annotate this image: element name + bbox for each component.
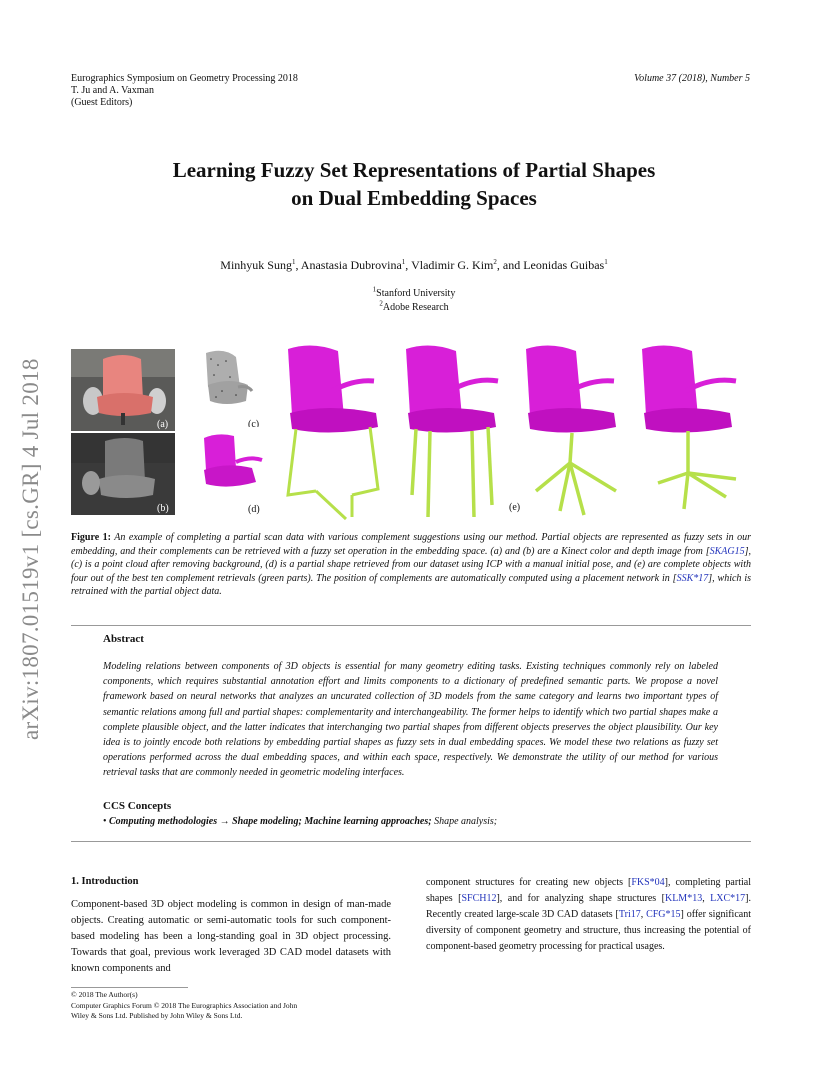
label-e: (e) (509, 502, 521, 513)
intro-right-column: component structures for creating new objects [FKS*04], completing partial shapes [SFCH12], and for analyzing shape structures [KLM*13, LXC*17]. Recently created large-scale 3D CAD datasets [Tri17, CFG*15] offer significant diversity of component geometry and structure, thus increasing the potential of component-based geometry processing for practical usages. (426, 877, 751, 952)
paper-title (0, 156, 828, 212)
arxiv-stamp: arXiv:1807.01519v1 [cs.GR] 4 Jul 2018 (18, 358, 43, 740)
intro-left-column: Component-based 3D object modeling is common in design of man-made objects. Creating automatic or semi-automatic tools for such component-based modeling has been a long-standing goal in 3D object processing. Towards that goal, previous work leveraged 3D CAD model datasets with known components and (71, 899, 391, 974)
complete-chair-2 (400, 345, 512, 521)
citation-link[interactable]: KLM*13 (664, 893, 703, 904)
editors-note: (Guest Editors) (71, 97, 133, 108)
footnote-rule (71, 987, 188, 988)
ccs-subconcept: Shape modeling; Machine learning approaches; (232, 816, 432, 827)
affiliation-1: $^1$Stanford University (372, 285, 456, 299)
citation-link[interactable]: LXC*17 (710, 893, 746, 904)
label-a: (a) (157, 419, 169, 430)
citation-link[interactable]: SKAG15 (709, 545, 745, 557)
author-affil-mark: 1 (291, 258, 296, 266)
volume-info: Volume 37 (2018), Number 5 (634, 73, 750, 84)
author-name: Minhyuk Sung (220, 258, 292, 272)
ccs-heading: CCS Concepts (103, 800, 172, 812)
ccs-concepts: • Computing methodologies → Shape modeling; Machine learning approaches; Shape analysis; (103, 816, 498, 827)
title-line-2: on Dual Embedding Spaces (291, 186, 537, 210)
label-d: (d) (248, 504, 260, 515)
divider (71, 625, 751, 626)
author-affil-mark: 1 (604, 258, 608, 266)
author-name: , Vladimir G. Kim (405, 258, 494, 272)
point-cloud-image (196, 347, 278, 427)
figure-caption: Figure 1: An example of completing a partial scan data with various complement suggestions using our method. Partial objects are represented as fuzzy sets in our embedding, and their complements can be retrieved with a fuzzy set operation in the embedding space. (a) and (b) are a Kinect color and depth image from [SKAG15], (c) is a point cloud after removing background, (d) is a partial shape retrieved from our dataset using ICP with a manual initial pose, and (e) are complete objects with four out of the best ten complement retrievals (green parts). The position of complements are automatically computed using a placement network in [SSK*17], which is retrained with the partial object data. (71, 532, 751, 597)
complete-chair-1 (282, 345, 392, 521)
label-b: (b) (157, 503, 169, 514)
author-name: , Anastasia Dubrovina (295, 258, 402, 272)
complete-chair-3 (520, 345, 632, 521)
citation-link[interactable]: SSK*17 (676, 572, 709, 584)
label-c: (c) (248, 419, 260, 427)
author-affil-mark: 1 (401, 258, 406, 266)
citation-link[interactable]: SFCH12 (461, 893, 497, 904)
caption-label: Figure 1: (71, 532, 111, 543)
kinect-color-image (71, 349, 175, 431)
author-name: , and Leonidas Guibas (496, 258, 605, 272)
citation-link[interactable]: CFG*15 (646, 909, 681, 920)
ccs-concept: Computing methodologies (109, 816, 218, 827)
citation-link[interactable]: FKS*04 (631, 877, 665, 888)
abstract-text: Modeling relations between components of 3D objects is essential for many geometry editing tasks. Existing techniques commonly rely on labeled components, which requires substantial annotation effort and limits components to a dictionary of predefined semantic parts. We propose a novel framework based on neural networks that analyzes an uncurated collection of 3D models from the same category and learns two important types of semantic relations among full and partial shapes: complementarity and interchangeability. The former helps to identify which two partial shapes make a complete plausible object, and the latter indicates that interchanging two partial shapes from different objects preserves the object plausibility. Our key idea is to jointly encode both relations by embedding partial shapes as fuzzy sets in dual embedding spaces. We model these two relations as fuzzy set operations performed across the dual embedding spaces, and within each space, respectively. We demonstrate the utility of our method for various retrieval tasks that are commonly needed in geometric modeling interfaces. (103, 661, 718, 779)
author-list (0, 258, 828, 273)
divider (71, 841, 751, 842)
section-heading: 1. Introduction (71, 876, 139, 887)
abstract-heading: Abstract (103, 633, 144, 645)
conference-name: Eurographics Symposium on Geometry Processing 2018 (71, 73, 298, 84)
affiliations (0, 287, 828, 315)
complete-chair-4 (636, 345, 752, 521)
title-line-1: Learning Fuzzy Set Representations of Partial Shapes (172, 158, 656, 182)
author-affil-mark: 2 (493, 258, 497, 266)
partial-shape-image (196, 432, 278, 516)
citation-link[interactable]: Tri17 (618, 909, 641, 920)
journal-header (71, 73, 298, 109)
kinect-depth-image (71, 433, 175, 515)
copyright-footer: © 2018 The Author(s) Computer Graphics Forum © 2018 The Eurographics Association and John Wiley & Sons Ltd. Published by John Wiley & Sons Ltd. (71, 990, 298, 1020)
affiliation-2: $^2$Adobe Research (379, 299, 449, 313)
editors: T. Ju and A. Vaxman (71, 85, 154, 96)
